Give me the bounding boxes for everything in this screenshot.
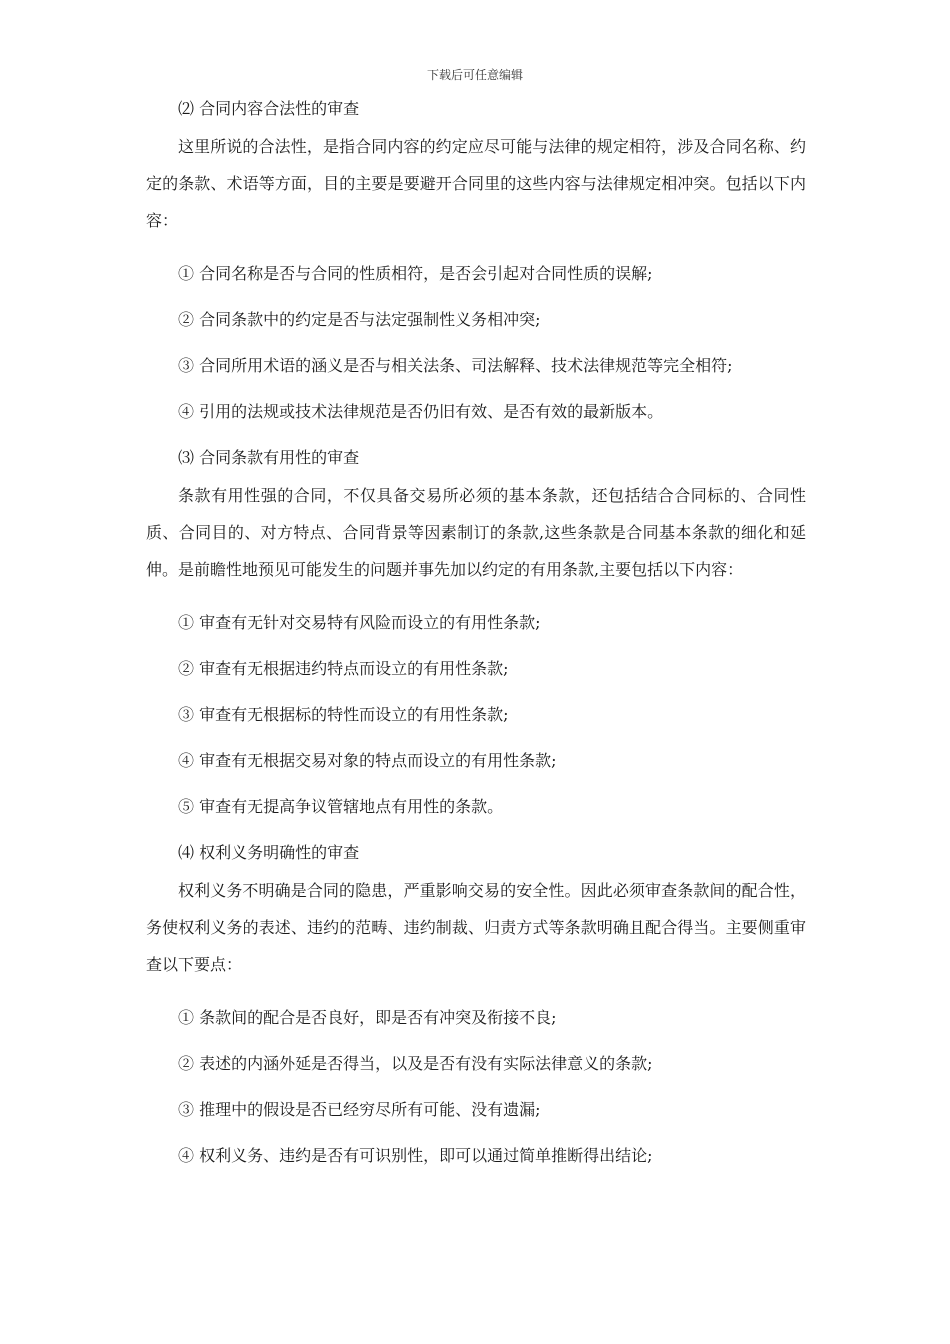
section-heading: ⑵ 合同内容合法性的审查: [178, 99, 360, 118]
page-header: 下载后可任意编辑: [426, 68, 523, 82]
section-heading: ⑶ 合同条款有用性的审查: [178, 448, 360, 467]
list-item: ⑤ 审查有无提高争议管辖地点有用性的条款。: [178, 797, 504, 816]
document-body: [146, 98, 806, 1167]
section-heading: ⑷ 权利义务明确性的审查: [178, 843, 360, 862]
list-item: ② 审查有无根据违约特点而设立的有用性条款;: [178, 659, 509, 678]
list-item: ② 合同条款中的约定是否与法定强制性义务相冲突;: [178, 310, 541, 329]
list-item: ② 表述的内涵外延是否得当，以及是否有没有实际法律意义的条款;: [178, 1054, 653, 1073]
list-item: ① 条款间的配合是否良好，即是否有冲突及衔接不良;: [178, 1008, 557, 1027]
section-paragraph: 这里所说的合法性，是指合同内容的约定应尽可能与法律的规定相符，涉及合同名称、约定的条款、术语等方面，目的主要是要避开合同里的这些内容与法律规定相冲突。包括以下内容：: [146, 137, 806, 230]
section-paragraph: 权利义务不明确是合同的隐患，严重影响交易的安全性。因此必须审查条款间的配合性，务使权利义务的表述、违约的范畴、违约制裁、归责方式等条款明确且配合得当。主要侧重审查以下要点：: [146, 881, 806, 974]
list-item: ④ 权利义务、违约是否有可识别性，即可以通过简单推断得出结论;: [178, 1146, 653, 1165]
list-item: ④ 审查有无根据交易对象的特点而设立的有用性条款;: [178, 751, 557, 770]
list-item: ④ 引用的法规或技术法律规范是否仍旧有效、是否有效的最新版本。: [178, 402, 664, 421]
section-paragraph: 条款有用性强的合同，不仅具备交易所必须的基本条款，还包括结合合同标的、合同性质、合同目的、对方特点、合同背景等因素制订的条款,这些条款是合同基本条款的细化和延伸。是前瞻性地预见可能发生的问题并事先加以约定的有用条款,主要包括以下内容：: [146, 486, 806, 579]
list-item: ① 审查有无针对交易特有风险而设立的有用性条款;: [178, 613, 541, 632]
list-item: ① 合同名称是否与合同的性质相符，是否会引起对合同性质的误解;: [178, 264, 653, 283]
list-item: ③ 合同所用术语的涵义是否与相关法条、司法解释、技术法律规范等完全相符;: [178, 356, 733, 375]
list-item: ③ 审查有无根据标的特性而设立的有用性条款;: [178, 705, 509, 724]
list-item: ③ 推理中的假设是否已经穷尽所有可能、没有遗漏;: [178, 1100, 541, 1119]
